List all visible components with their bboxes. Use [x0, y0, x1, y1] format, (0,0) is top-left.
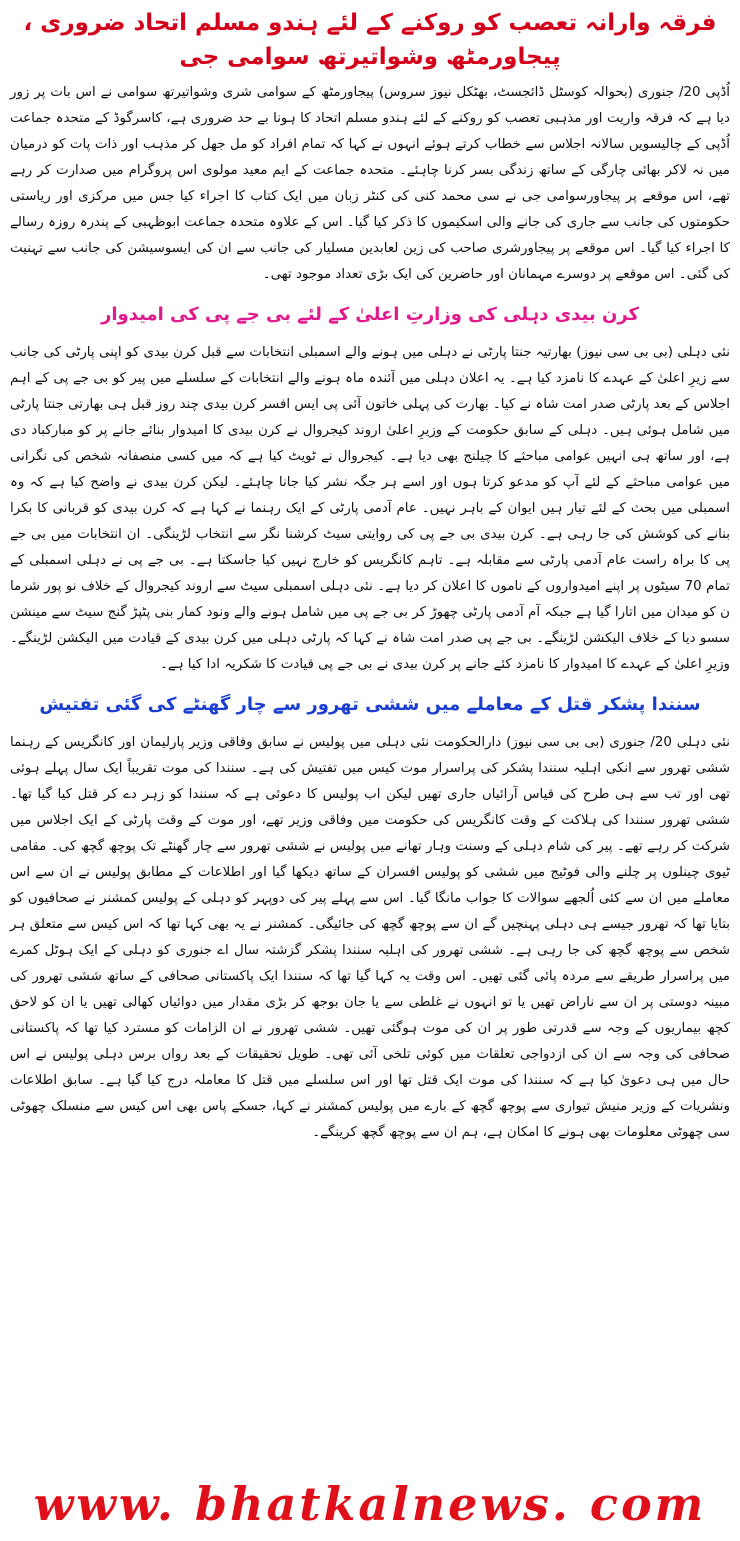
- article-sunanda-heading: سنندا پشکر قتل کے معاملے میں ششی تھرور سے چار گھنٹے کی گئی تفتیش: [39, 694, 701, 715]
- article-kiran-bedi: [10, 300, 730, 678]
- article-sunanda-body: نئی دہلی 20/ جنوری (بی بی سی نیوز) دارالحکومت نئی دہلی میں پولیس نے سابق وفاقی وزیر پارلیمان اور کانگریس کے رہنما ششی تھرور سے انکی اہلیہ سنندا پشکر کی پراسرار موت کیس میں تفتیش کی ہے۔ سنندا کی موت تقریباً ایک سال پہلے ہوئی تھی اور تب سے ہی طرح کی قیاس آرائیاں جاری تھیں لیکن اب پولیس کا دعوئی ہے کہ سنندا کو زہر دے کر قتل کیا گیا تھا۔ ششی تھرور سنندا کی ہلاکت کے وقت کانگریس کی حکومت میں وفاقی وزیر تھے، اور موت کے وقت پارٹی کے ایک اجلاس میں شرکت کر رہے تھے۔ پیر کی شام دہلی کے وسنت وہار تھانے میں پولیس نے ششی تھرور سے چار گھنٹے تک پوچھ گچھ کی۔ مقامی ٹیوی چینلوں پر چلنے والی فوٹیج میں ششی کو پولیس افسران کے ساتھ دیکھا گیا اور اطلاعات کے مطابق پولیس نے ان سے اس معاملے میں ان سے کئی اُلجھے سوالات کا جواب مانگا گیا۔ اس سے پہلے پیر کی دوپہر کو دہلی کے پولیس کمشنر نے صحافیوں کو بتایا تھا کہ تھرور جیسے ہی دہلی پہنچیں گے ان سے پوچھ گچھ کی جائیگی۔ کمشنر نے یہ بھی کہا تھا کہ اس کیس سے متعلق ہر شخص سے پوچھ گچھ کی جا رہی ہے۔ ششی تھرور کی اہلیہ سنندا پشکر گزشتہ سال اے جنوری کو دہلی کے ایک ہوٹل کمرے میں پراسرار طریقے سے مردہ پائی گئی تھیں۔ اس وقت یہ کہا گیا تھا کہ سنندا ایک پاکستانی صحافی کے ساتھ ششی تھرور کی مبینہ دوستی پر ان سے ناراض تھیں یا تو انہوں نے غلطی سے یا جان بوجھ کر بڑی مقدار میں دوائیاں کھالی تھیں یا ان کو لاحق کچھ بیماریوں کے وجہ سے قدرتی طور پر ان کی موت ہوگئی تھیں۔ ششی تھرور نے ان الزامات کو مسترد کیا تھا کہ پاکستانی صحافی کی وجہ سے ان کی ازدواجی تعلقات میں کوئی تلخی آئی تھی۔ طویل تحقیقات کے بعد رواں برس دہلی پولیس نے اس حال میں ہی دعویٰ کیا ہے کہ سنندا کی موت ایک قتل تھا اور اس سلسلے میں قتل کا معاملہ درج کیا گیا ہے۔ سابق اطلاعات ونشریات کے وزیر منیش تیواری سے پوچھ گچھ کے بارے میں پولیس کمشنر نے کہا، جسکے پاس بھی اس کیس سے منسلک چھوٹی سی چھوٹی معلومات بھی ہونے کا امکان ہے، ہم ان سے پوچھ گچھ کرینگے۔: [10, 735, 730, 1140]
- article-kiran-bedi-body: نئی دہلی (بی بی سی نیوز) بھارتیہ جنتا پارٹی نے دہلی میں ہونے والے اسمبلی انتخابات سے قبل کرن بیدی کو اپنی پارٹی کی جانب سے زیرِ اعلیٰ کے عہدے کا نامزد کیا ہے۔ یہ اعلان دہلی میں آئندہ ماہ ہونے والے انتخابات کے سلسلے میں پیر کو بی جے پی کے اہم اجلاس کے بعد پارٹی صدر امت شاہ نے کیا۔ بھارت کی پہلی خاتون آئی پی ایس افسر کرن بیدی چند روز قبل ہی بھارتی جنتا پارٹی میں شامل ہوئی ہیں۔ دہلی کے سابق حکومت کے وزیرِ اعلیٰ اروند کیجروال نے کرن بیدی کا امیدوار بنائے جانے پر کو مبارکباد دی ہے، اور ساتھ ہی انہیں عوامی مباحثے کا چیلنج بھی دیا ہے۔ کیجروال نے ٹویٹ کیا ہے کہ میں کسی منصفانہ شخص کی نگرانی میں عوامی مباحثے کے لئے آپ کو مدعو کرتا ہوں اور اسے ہر جگہ نشر کیا جانا چاہئے۔ لیکن کرن بیدی نے واضح کیا ہے کہ وہ اسمبلی میں بحث کے لئے تیار ہیں ایوان کے باہر نہیں۔ عام آدمی پارٹی کے ایک رہنما نے کہا ہے کہ کرن بیدی کو قربانی کا بکرا بنانے کی کوشش کی جا رہی ہے۔ کرن بیدی بی جے پی کی روایتی سیٹ کرشنا نگر سے انتخاب لڑینگی۔ ان انتخابات میں بی جے پی کا براہ راست عام آدمی پارٹی سے مقابلہ ہے۔ تاہم کانگریس کو خارج نہیں کیا جاسکتا ہے۔ بی جے پی نے دہلی اسمبلی کے تمام 70 سیٹوں پر اپنے امیدواروں کے ناموں کا اعلان کر دیا ہے۔ نئی دہلی اسمبلی سیٹ سے اروند کیجروال کے خلاف نو پور شرما ن کو میدان میں اتارا گیا ہے جبکہ آم آدمی پارٹی چھوڑ کر بی جے پی میں شامل ہونے والے ونود کمار بنی پٹپڑ گنج سیٹ سے مینشن سسو دیا کے خلاف الیکشن لڑینگے۔ بی جے پی صدر امت شاہ نے کہا کہ پارٹی دہلی میں کرن بیدی کے قیادت میں الیکشن لڑینگے۔ وزیرِ اعلیٰ کے عہدے کا امیدوار کا نامزد کئے جانے پر کرن بیدی نے بی جے پی قیادت کا شکریہ ادا کیا ہے۔: [10, 345, 730, 672]
- footer-site-url: www. bhatkalnews. com: [33, 1477, 707, 1531]
- article-kiran-bedi-heading: کرن بیدی دہلی کی وزارتِ اعلیٰ کے لئے بی جے پی کی امیدوار: [100, 304, 640, 325]
- article-sunanda-pushkar: [10, 690, 730, 1146]
- article-pejawar-body: اُڈپی 20/ جنوری (بحوالہ کوسٹل ڈائجسٹ، بھٹکل نیوز سروس) پیجاورمٹھ کے سوامی شری وشواتیرتھ سوامی نے اس بات پر زور دیا ہے کہ فرقہ واریت اور مذہبی تعصب کو روکنے کے لئے ہندو مسلم اتحاد کا ہونا بے حد ضروری ہے، کاسرگوڈ کے متحدہ جماعت اُڈپی کے چالیسویں سالانہ اجلاس سے خطاب کرتے ہوئے انہوں نے کہا کہ تمام افراد کو مل جھل کر مذہب اور ذات پات کو درمیان میں نہ لاکر بھائی چارگی کے ساتھ زندگی بسر کرنا چاہئے۔ متحدہ جماعت کے ایم معید مولوی اس پروگرام میں صدارت کر رہے تھے، اس موقعے پر پیجاورسوامی جی نے سی محمد کنی کی کنٹر زبان میں ایک کتاب کا اجراء کیا جس میں مرکزی اور ریاستی حکومتوں کی جانب سے جاری کی جانے والی اسکیموں کا ذکر کیا گیا۔ اس کے علاوہ متحدہ جماعت ابوظہبی کے پندرہ روزہ رسالے کا اجراء کیا گیا۔ اس موقعے پر پیجاورشری صاحب کی زین لعابدین مسلیار کی جانب سے ان کی ایسوسیشن کی جانب سے تہنیت کی گئی۔ اس موقعے پر دوسرے مہمانان اور حاضرین کی ایک بڑی تعداد موجود تھی۔: [10, 85, 731, 282]
- article-pejawar-swami: [10, 80, 730, 288]
- page-headline: فرقہ وارانہ تعصب کو روکنے کے لئے ہندو مسلم اتحاد ضروری ، پیجاورمٹھ وشواتیرتھ سوامی جی: [23, 10, 717, 70]
